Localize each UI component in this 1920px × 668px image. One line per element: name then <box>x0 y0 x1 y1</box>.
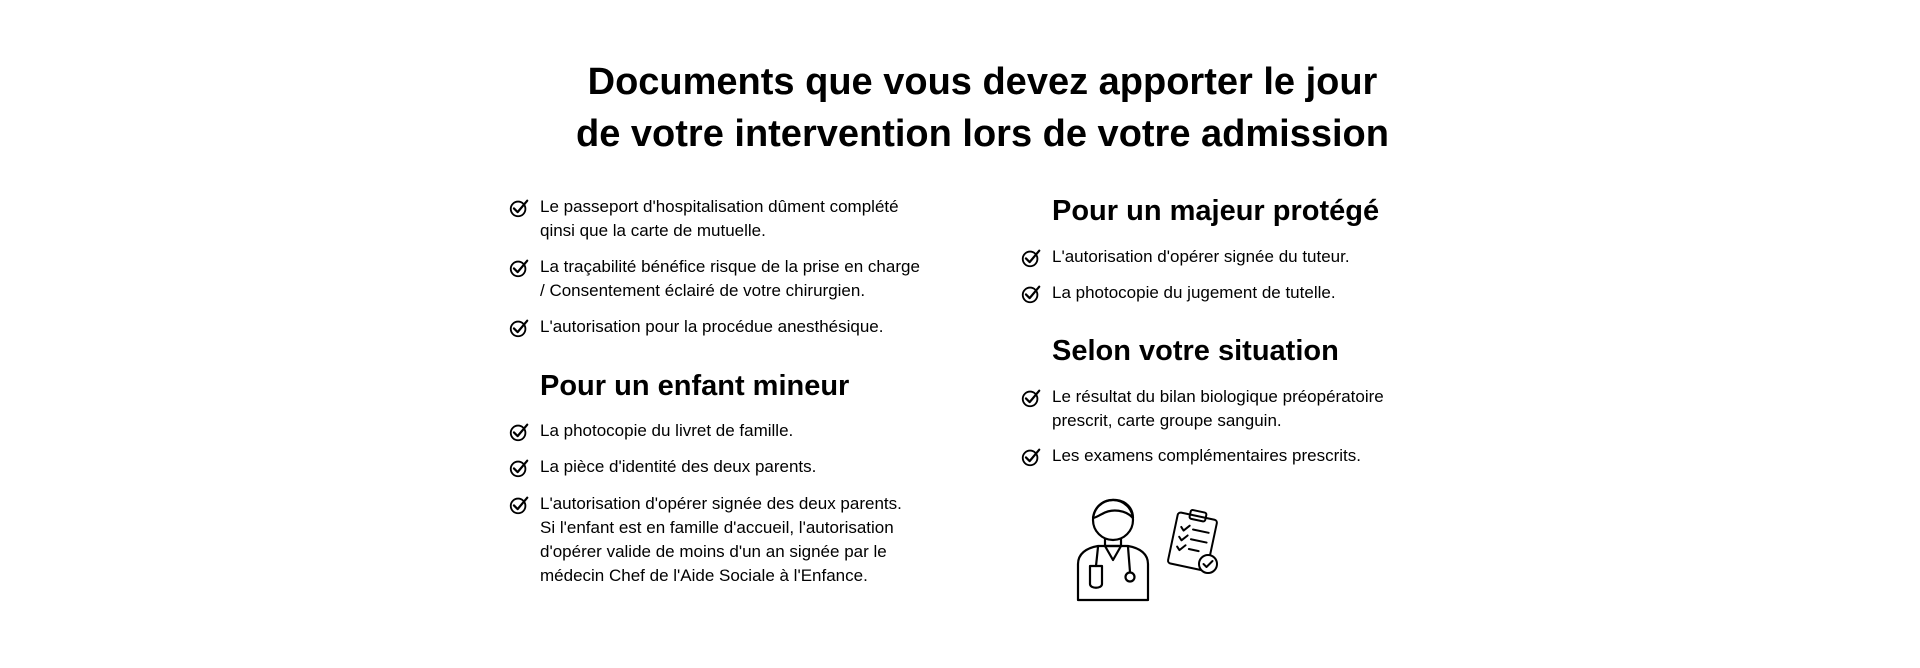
check-circle-icon <box>508 317 530 339</box>
section-heading-situation: Selon votre situation <box>1052 335 1339 367</box>
list-item-text: prescrit, carte groupe sanguin. <box>1052 411 1282 430</box>
list-item <box>1020 385 1460 433</box>
list-item <box>508 455 948 479</box>
list-item-text: La pièce d'identité des deux parents. <box>540 457 817 476</box>
list-item-text: Le passeport d'hospitalisation dûment complété <box>540 197 899 216</box>
list-item-text: L'autorisation d'opérer signée des deux parents. <box>540 494 902 513</box>
check-circle-icon <box>508 457 530 479</box>
list-item <box>1020 281 1460 305</box>
list-item <box>508 255 948 303</box>
list-item <box>1020 444 1460 468</box>
list-item-text: médecin Chef de l'Aide Sociale à l'Enfance. <box>540 566 868 585</box>
section-heading-protected-adult: Pour un majeur protégé <box>1052 195 1380 227</box>
page-title-line-1: Documents que vous devez apporter le jour <box>587 61 1378 103</box>
check-circle-icon <box>508 494 530 516</box>
page-title <box>0 56 1920 160</box>
page-title-line-2: de votre intervention lors de votre admission <box>576 113 1389 155</box>
clipboard-checklist-icon <box>1164 508 1226 580</box>
check-circle-icon <box>1020 283 1042 305</box>
list-item-text: L'autorisation d'opérer signée du tuteur. <box>1052 247 1350 266</box>
check-circle-icon <box>508 257 530 279</box>
doctor-illustration <box>1076 494 1226 604</box>
list-item-text: La traçabilité bénéfice risque de la prise en charge <box>540 257 920 276</box>
check-circle-icon <box>1020 446 1042 468</box>
check-circle-icon <box>1020 247 1042 269</box>
list-item <box>508 315 948 339</box>
list-item-text: qinsi que la carte de mutuelle. <box>540 221 766 240</box>
list-item-text: Si l'enfant est en famille d'accueil, l'autorisation <box>540 518 894 537</box>
list-item-text: / Consentement éclairé de votre chirurgien. <box>540 281 866 300</box>
section-heading-minor: Pour un enfant mineur <box>540 370 850 402</box>
list-item <box>1020 245 1460 269</box>
list-item-text: La photocopie du jugement de tutelle. <box>1052 283 1336 302</box>
list-item-text: L'autorisation pour la procédue anesthésique. <box>540 317 884 336</box>
check-circle-icon <box>1020 387 1042 409</box>
list-item <box>508 195 948 243</box>
list-item <box>508 492 948 588</box>
list-item-text: Le résultat du bilan biologique préopératoire <box>1052 387 1384 406</box>
list-item-text: d'opérer valide de moins d'un an signée par le <box>540 542 887 561</box>
list-item-text: La photocopie du livret de famille. <box>540 421 794 440</box>
check-circle-icon <box>508 421 530 443</box>
list-item-text: Les examens complémentaires prescrits. <box>1052 446 1361 465</box>
check-circle-icon <box>508 197 530 219</box>
list-item <box>508 419 948 443</box>
